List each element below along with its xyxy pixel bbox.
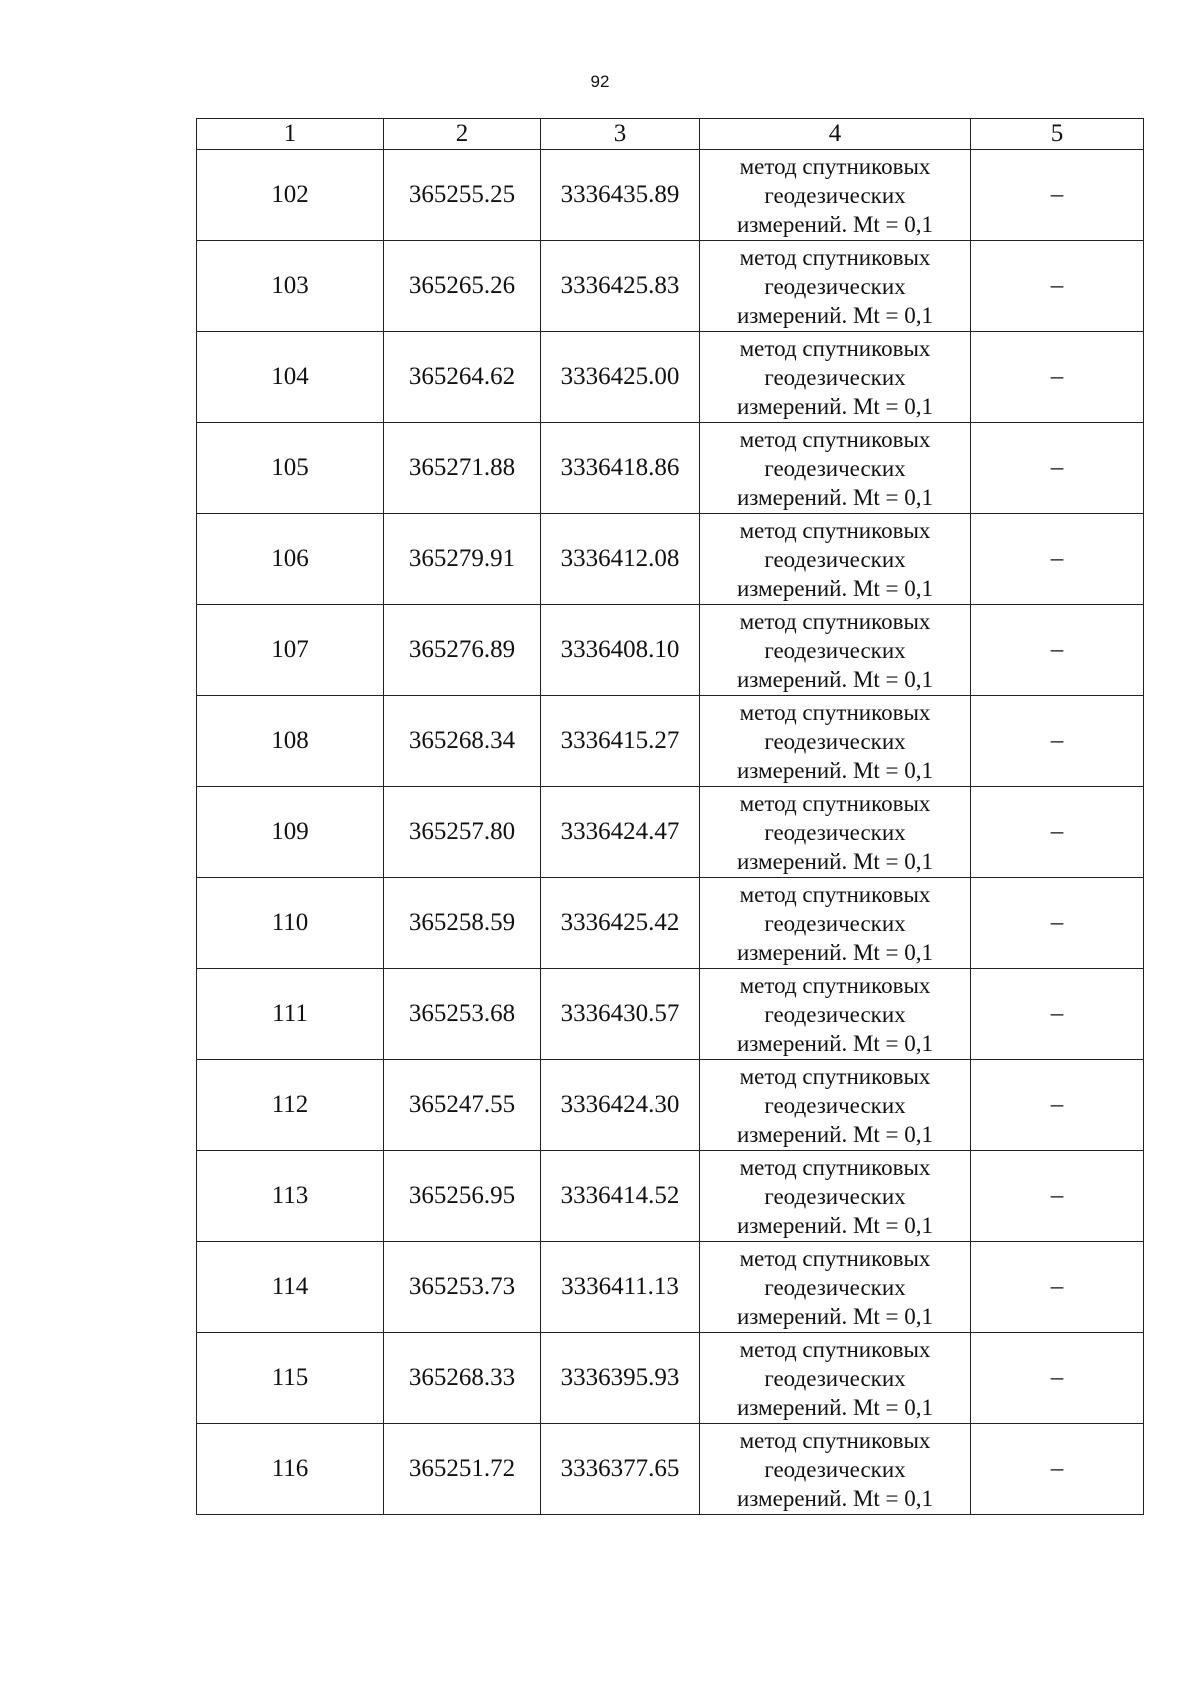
method-text-line: геодезических — [764, 546, 906, 572]
method-text-line: метод спутниковых — [739, 244, 931, 270]
table-row — [197, 241, 1144, 332]
note-cell: – — [971, 1424, 1144, 1515]
x-coordinate-cell: 365268.33 — [384, 1333, 541, 1424]
method-text-line: метод спутниковых — [739, 517, 931, 543]
method-text-line: метод спутниковых — [739, 1336, 931, 1362]
table-row — [197, 423, 1144, 514]
method-text-line: метод спутниковых — [739, 426, 931, 452]
x-coordinate-cell: 365264.62 — [384, 332, 541, 423]
method-cell — [700, 878, 971, 969]
y-coordinate-cell: 3336412.08 — [541, 514, 700, 605]
x-coordinate-cell: 365258.59 — [384, 878, 541, 969]
table-header-row — [197, 119, 1144, 150]
y-coordinate-cell: 3336424.30 — [541, 1060, 700, 1151]
note-cell: – — [971, 332, 1144, 423]
table-row — [197, 332, 1144, 423]
method-text-line: метод спутниковых — [739, 608, 931, 634]
point-number-cell: 109 — [197, 787, 384, 878]
method-cell — [700, 241, 971, 332]
y-coordinate-cell: 3336408.10 — [541, 605, 700, 696]
method-cell — [700, 1151, 971, 1242]
note-cell: – — [971, 1242, 1144, 1333]
table-row — [197, 969, 1144, 1060]
method-text-line: геодезических — [764, 1456, 906, 1482]
table-row — [197, 514, 1144, 605]
method-text-line: геодезических — [764, 1183, 906, 1209]
point-number-cell: 110 — [197, 878, 384, 969]
method-text-line: геодезических — [764, 455, 906, 481]
point-number-cell: 102 — [197, 150, 384, 241]
method-text-line: метод спутниковых — [739, 1427, 931, 1453]
method-text-line: измерений. Mt = 0,1 — [736, 666, 934, 692]
table-row — [197, 1242, 1144, 1333]
method-text-line: метод спутниковых — [739, 972, 931, 998]
note-cell: – — [971, 696, 1144, 787]
method-text-line: измерений. Mt = 0,1 — [736, 393, 934, 419]
point-number-cell: 114 — [197, 1242, 384, 1333]
method-text-line: геодезических — [764, 182, 906, 208]
x-coordinate-cell: 365257.80 — [384, 787, 541, 878]
method-cell — [700, 332, 971, 423]
x-coordinate-cell: 365265.26 — [384, 241, 541, 332]
method-text-line: метод спутниковых — [739, 699, 931, 725]
method-text-line: геодезических — [764, 637, 906, 663]
x-coordinate-cell: 365255.25 — [384, 150, 541, 241]
point-number-cell: 113 — [197, 1151, 384, 1242]
table-row — [197, 696, 1144, 787]
method-text-line: геодезических — [764, 273, 906, 299]
x-coordinate-cell: 365253.73 — [384, 1242, 541, 1333]
point-number-cell: 112 — [197, 1060, 384, 1151]
table-row — [197, 1333, 1144, 1424]
coordinates-table — [196, 118, 1144, 1515]
column-header: 1 — [197, 119, 384, 150]
method-text-line: геодезических — [764, 728, 906, 754]
method-text-line: метод спутниковых — [739, 1063, 931, 1089]
method-text-line: измерений. Mt = 0,1 — [736, 1485, 934, 1511]
x-coordinate-cell: 365279.91 — [384, 514, 541, 605]
x-coordinate-cell: 365253.68 — [384, 969, 541, 1060]
point-number-cell: 106 — [197, 514, 384, 605]
table-row — [197, 150, 1144, 241]
x-coordinate-cell: 365271.88 — [384, 423, 541, 514]
y-coordinate-cell: 3336411.13 — [541, 1242, 700, 1333]
method-text-line: геодезических — [764, 910, 906, 936]
method-text-line: геодезических — [764, 364, 906, 390]
note-cell: – — [971, 1060, 1144, 1151]
note-cell: – — [971, 241, 1144, 332]
y-coordinate-cell: 3336377.65 — [541, 1424, 700, 1515]
y-coordinate-cell: 3336425.83 — [541, 241, 700, 332]
method-cell — [700, 150, 971, 241]
note-cell: – — [971, 423, 1144, 514]
method-text-line: измерений. Mt = 0,1 — [736, 848, 934, 874]
column-header: 4 — [700, 119, 971, 150]
method-text-line: метод спутниковых — [739, 881, 931, 907]
method-text-line: измерений. Mt = 0,1 — [736, 939, 934, 965]
note-cell: – — [971, 1333, 1144, 1424]
point-number-cell: 111 — [197, 969, 384, 1060]
method-text-line: метод спутниковых — [739, 153, 931, 179]
method-cell — [700, 1242, 971, 1333]
note-cell: – — [971, 1151, 1144, 1242]
note-cell: – — [971, 514, 1144, 605]
table-body — [197, 119, 1144, 1515]
method-text-line: измерений. Mt = 0,1 — [736, 757, 934, 783]
y-coordinate-cell: 3336418.86 — [541, 423, 700, 514]
point-number-cell: 107 — [197, 605, 384, 696]
point-number-cell: 103 — [197, 241, 384, 332]
method-text-line: измерений. Mt = 0,1 — [736, 1303, 934, 1329]
method-cell — [700, 1060, 971, 1151]
method-text-line: измерений. Mt = 0,1 — [736, 302, 934, 328]
y-coordinate-cell: 3336425.42 — [541, 878, 700, 969]
method-text-line: метод спутниковых — [739, 335, 931, 361]
method-text-line: геодезических — [764, 819, 906, 845]
method-text-line: метод спутниковых — [739, 790, 931, 816]
table-row — [197, 1060, 1144, 1151]
method-cell — [700, 423, 971, 514]
method-text-line: геодезических — [764, 1001, 906, 1027]
method-text-line: метод спутниковых — [739, 1245, 931, 1271]
note-cell: – — [971, 878, 1144, 969]
method-text-line: геодезических — [764, 1092, 906, 1118]
note-cell: – — [971, 969, 1144, 1060]
y-coordinate-cell: 3336414.52 — [541, 1151, 700, 1242]
table-row — [197, 787, 1144, 878]
point-number-cell: 108 — [197, 696, 384, 787]
table-row — [197, 878, 1144, 969]
table-row — [197, 1424, 1144, 1515]
point-number-cell: 115 — [197, 1333, 384, 1424]
method-text-line: измерений. Mt = 0,1 — [736, 484, 934, 510]
method-text-line: измерений. Mt = 0,1 — [736, 575, 934, 601]
y-coordinate-cell: 3336424.47 — [541, 787, 700, 878]
method-cell — [700, 514, 971, 605]
method-cell — [700, 787, 971, 878]
note-cell: – — [971, 150, 1144, 241]
note-cell: – — [971, 605, 1144, 696]
table-row — [197, 1151, 1144, 1242]
x-coordinate-cell: 365268.34 — [384, 696, 541, 787]
x-coordinate-cell: 365276.89 — [384, 605, 541, 696]
page-number: 92 — [590, 72, 610, 91]
y-coordinate-cell: 3336415.27 — [541, 696, 700, 787]
method-cell — [700, 696, 971, 787]
column-header: 5 — [971, 119, 1144, 150]
x-coordinate-cell: 365251.72 — [384, 1424, 541, 1515]
method-cell — [700, 1333, 971, 1424]
method-cell — [700, 605, 971, 696]
x-coordinate-cell: 365247.55 — [384, 1060, 541, 1151]
point-number-cell: 116 — [197, 1424, 384, 1515]
method-text-line: измерений. Mt = 0,1 — [736, 1394, 934, 1420]
y-coordinate-cell: 3336430.57 — [541, 969, 700, 1060]
column-header: 3 — [541, 119, 700, 150]
method-cell — [700, 1424, 971, 1515]
column-header: 2 — [384, 119, 541, 150]
method-cell — [700, 969, 971, 1060]
y-coordinate-cell: 3336395.93 — [541, 1333, 700, 1424]
x-coordinate-cell: 365256.95 — [384, 1151, 541, 1242]
method-text-line: метод спутниковых — [739, 1154, 931, 1180]
point-number-cell: 104 — [197, 332, 384, 423]
method-text-line: измерений. Mt = 0,1 — [736, 1212, 934, 1238]
y-coordinate-cell: 3336435.89 — [541, 150, 700, 241]
table-row — [197, 605, 1144, 696]
method-text-line: измерений. Mt = 0,1 — [736, 211, 934, 237]
point-number-cell: 105 — [197, 423, 384, 514]
method-text-line: измерений. Mt = 0,1 — [736, 1030, 934, 1056]
method-text-line: измерений. Mt = 0,1 — [736, 1121, 934, 1147]
y-coordinate-cell: 3336425.00 — [541, 332, 700, 423]
method-text-line: геодезических — [764, 1365, 906, 1391]
method-text-line: геодезических — [764, 1274, 906, 1300]
note-cell: – — [971, 787, 1144, 878]
